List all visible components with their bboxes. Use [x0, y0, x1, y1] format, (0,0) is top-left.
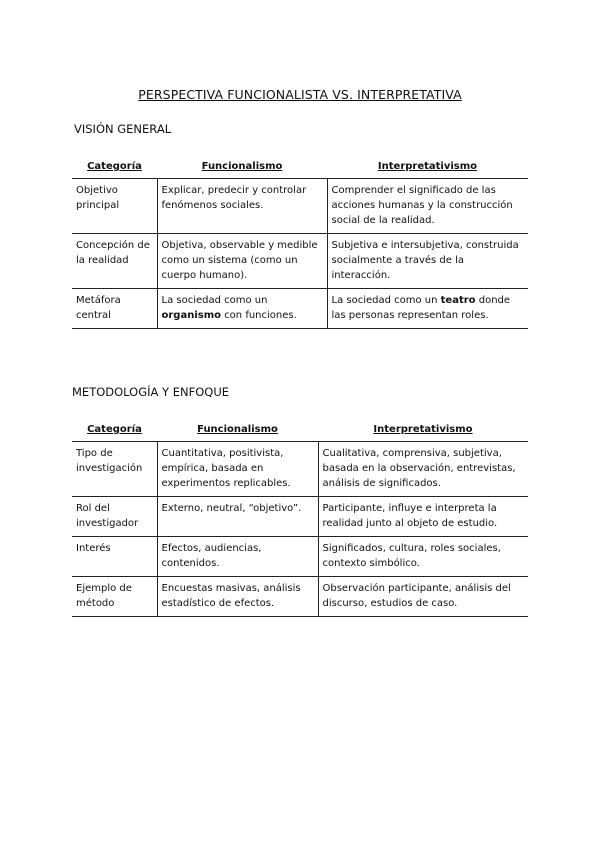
table-row [72, 179, 528, 234]
cell-funcionalismo: Cuantitativa, positivista, empírica, basada en experimentos replicables. [157, 442, 318, 497]
table-header-row [72, 154, 528, 179]
table-row [72, 537, 528, 577]
cell-interpretativismo: Cualitativa, comprensiva, subjetiva, basada en la observación, entrevistas, análisis de significados. [318, 442, 528, 497]
cell-category: Ejemplo de método [72, 577, 157, 617]
cell-interpretativismo: Participante, influye e interpreta la realidad junto al objeto de estudio. [318, 497, 528, 537]
cell-category: Rol del investigador [72, 497, 157, 537]
header-interpretativismo: Interpretativismo [327, 154, 528, 179]
cell-interpretativismo: Observación participante, análisis del discurso, estudios de caso. [318, 577, 528, 617]
cell-interpretativismo: Comprender el significado de las acciones humanas y la construcción social de la realidad. [327, 179, 528, 234]
table-row [72, 289, 528, 329]
cell-text: La sociedad como un [331, 295, 438, 306]
vision-general-table [72, 154, 528, 329]
cell-category: Tipo de investigación [72, 442, 157, 497]
header-funcionalismo: Funcionalismo [157, 154, 327, 179]
header-categoria: Categoría [72, 417, 157, 442]
cell-funcionalismo: Externo, neutral, “objetivo”. [157, 497, 318, 537]
cell-bold-text: organismo [161, 310, 221, 321]
cell-funcionalismo: Efectos, audiencias, contenidos. [157, 537, 318, 577]
table-row [72, 442, 528, 497]
table-header-row [72, 417, 528, 442]
header-interpretativismo: Interpretativismo [318, 417, 528, 442]
metodologia-table [72, 417, 528, 617]
cell-category: Interés [72, 537, 157, 577]
section-heading-metodologia: METODOLOGÍA Y ENFOQUE [72, 385, 229, 399]
header-funcionalismo: Funcionalismo [157, 417, 318, 442]
cell-category: Metáfora central [72, 289, 157, 329]
page-title: PERSPECTIVA FUNCIONALISTA VS. INTERPRETATIVA [138, 87, 462, 102]
cell-interpretativismo: Subjetiva e intersubjetiva, construida socialmente a través de la interacción. [327, 234, 528, 289]
cell-text: donde las personas representan roles. [331, 295, 511, 321]
cell-funcionalismo: Objetiva, observable y medible como un sistema (como un cuerpo humano). [157, 234, 327, 289]
cell-category: Objetivo principal [72, 179, 157, 234]
table-row [72, 577, 528, 617]
cell-interpretativismo [327, 289, 528, 329]
table-row [72, 497, 528, 537]
table-row [72, 234, 528, 289]
cell-bold-text: teatro [440, 295, 476, 306]
cell-interpretativismo: Significados, cultura, roles sociales, contexto simbólico. [318, 537, 528, 577]
cell-category: Concepción de la realidad [72, 234, 157, 289]
cell-funcionalismo [157, 289, 327, 329]
cell-text: con funciones. [224, 310, 297, 321]
header-categoria: Categoría [72, 154, 157, 179]
cell-text: La sociedad como un [161, 295, 268, 306]
cell-funcionalismo: Explicar, predecir y controlar fenómenos sociales. [157, 179, 327, 234]
cell-funcionalismo: Encuestas masivas, análisis estadístico de efectos. [157, 577, 318, 617]
section-heading-vision-general: VISIÓN GENERAL [74, 122, 172, 136]
